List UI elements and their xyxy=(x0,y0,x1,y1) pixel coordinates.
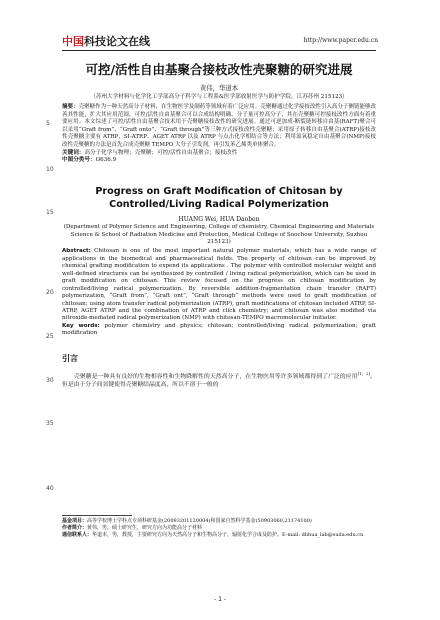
chinese-title: 可控/活性自由基聚合接枝改性壳聚糖的研究进展 xyxy=(85,62,353,77)
paper-body xyxy=(62,58,376,390)
english-authors: HUANG Wei, HUA Daoben xyxy=(178,216,260,224)
line-number: 30 xyxy=(46,377,54,384)
intro-text-a: 壳聚糖是一种具有良好的生物相容性和生物降解性的天然高分子，在生物医用等许多领域都得到了广泛的应用 xyxy=(74,373,358,380)
page-number: - 1 - xyxy=(214,596,226,603)
page-header xyxy=(0,0,440,50)
classification-label: 中图分类号： xyxy=(62,157,96,164)
line-number: 35 xyxy=(46,420,54,427)
line-number: 10 xyxy=(46,166,54,173)
section-heading-introduction: 引言 xyxy=(62,353,78,363)
footnote-corresponding-label: 通信联系人： xyxy=(62,532,93,539)
english-title: Progress on Graft Modification of Chitosan by Controlled/Living Radical Polymerization xyxy=(95,186,343,211)
english-abstract-text: Chitosan is one of the most important natural polymer materials, which has a wide range of applications in the biomedical and pharmaceutical fields. The property of chitosan can be improved by chemical grafting modification to expend its applications . The polymer with controlled molecular weight and well-defined structures can be synthesized by controlled / living radical polymerization, which can be used in graft modification on chitosan. This review focused on the progress on chitosan modification by controlled/living radical polymerization. By reversible addition-fragmentation chain transfer (RAFT) polymerization, “Graft from”, “Graft ont”, “Graft through” methods were used to graft modification of chitosan; using atom transfer radical polymerization (ATRP), graft modifications of chitosan included ATRP, SI-ATRP, AGET ATRP and the combination of ATRP and click chemistry; and chitosan was also modified via nitroxide-mediated radical polymerization (NMP) with chitosan-TEMPO macromolecular initiator. xyxy=(62,248,377,322)
footnote-author-label: 作者简介： xyxy=(62,525,88,532)
classification-number xyxy=(62,157,376,165)
logo-red-text: 中国 xyxy=(62,35,84,48)
citation-link[interactable]: [1，2] xyxy=(357,370,371,376)
english-keywords-text: polymer chemistry and physics; chitosan; controlled/living radical polymerization; graft modification xyxy=(62,322,377,337)
chinese-keywords-label: 关键词： xyxy=(62,149,85,156)
chinese-affiliation: （苏州大学材料与化学化工学部高分子科学与工程系&医学部放射医学与防护学院，江苏苏州 215123） xyxy=(90,94,348,100)
english-abstract xyxy=(62,248,376,323)
chinese-abstract xyxy=(62,104,376,150)
chinese-keywords-text: 高分子化学与物理；壳聚糖；可控/活性自由基聚合；接枝改性 xyxy=(84,149,238,156)
english-affiliation: (Department of Polymer Science and Engineering, College of chemistry, Chemical Engineering and Materials Science & School of Radiation Medicine and Protection, Medical College of Soochow University, Suzhou 215123) xyxy=(63,224,375,245)
footnote-rule xyxy=(62,515,132,516)
line-number: 15 xyxy=(46,209,54,216)
line-number: 5 xyxy=(46,120,50,127)
footnote-corresponding-text: 华道本，男，教授，主要研究方向为天然高分子和生物高分子，辐射化学合成及防护。E-mail: dbhua_lab@suda.edu.cn xyxy=(92,532,364,539)
footnote-fund-text: 高等学校博士学科点专项科研基金(20093201120004)和国家自然科学基金(50903060,21174100) xyxy=(87,518,312,524)
chinese-abstract-text: 壳聚糖作为一种天然高分子材料，在生物医学及制药等领域有着广泛应用。壳聚糖通过化学接枝改性引入高分子侧链能够改善其性能，扩大其应用范围。可控/活性自由基聚合可以合成结构明确、分子量可控高分子，其在壳聚糖可控接枝改性方面有着重要应用。本文综述了可控/活性自由基聚合技术用于壳聚糖接枝改性的研究进展。通过可逆加成-断裂链转移自由基(RAFT)聚合可以采用“Graft from”、“Graft onto”、“Graft through”等三种方式接枝改性壳聚糖；采用原子转移自由基聚合(ATRP)接枝改性壳聚糖主要有 ATRP，SI-ATRP、AGET ATRP 以及 ATRP 与点击化学相结合等方法；利用氮氧稳定自由基聚合(NMP)接枝改性壳聚糖的方法是首先合成壳聚糖 TEMPO 大分子引发剂，再引发苯乙烯类单体聚合。 xyxy=(62,104,376,148)
line-number: 25 xyxy=(46,333,54,340)
footnotes xyxy=(62,518,376,540)
header-rule xyxy=(62,50,376,51)
line-number: 40 xyxy=(46,485,54,492)
line-number: 20 xyxy=(46,289,54,296)
footnote-corresponding xyxy=(62,532,376,539)
footnote-author-text: 黄伟，男，硕士研究生，研究方向为功能高分子材料 xyxy=(87,525,203,532)
footnote-fund-label: 基金项目： xyxy=(62,518,88,524)
logo-black-text: 科技论文在线 xyxy=(84,35,150,48)
journal-logo xyxy=(62,34,150,48)
intro-text-b: 。但是由于分子间氢键使得壳聚糖结晶度高，所以不溶于一般的 xyxy=(62,373,376,389)
classification-value: O636.9 xyxy=(95,157,117,164)
english-keywords-label: Key words: xyxy=(62,322,100,329)
header-url[interactable]: http://www.paper.edu.cn xyxy=(303,37,378,44)
english-keywords xyxy=(62,323,376,338)
chinese-authors: 黄伟，华道本 xyxy=(199,84,239,92)
introduction-paragraph xyxy=(62,370,376,390)
english-abstract-label: Abstract: xyxy=(62,248,91,255)
chinese-abstract-label: 摘要： xyxy=(62,104,79,110)
